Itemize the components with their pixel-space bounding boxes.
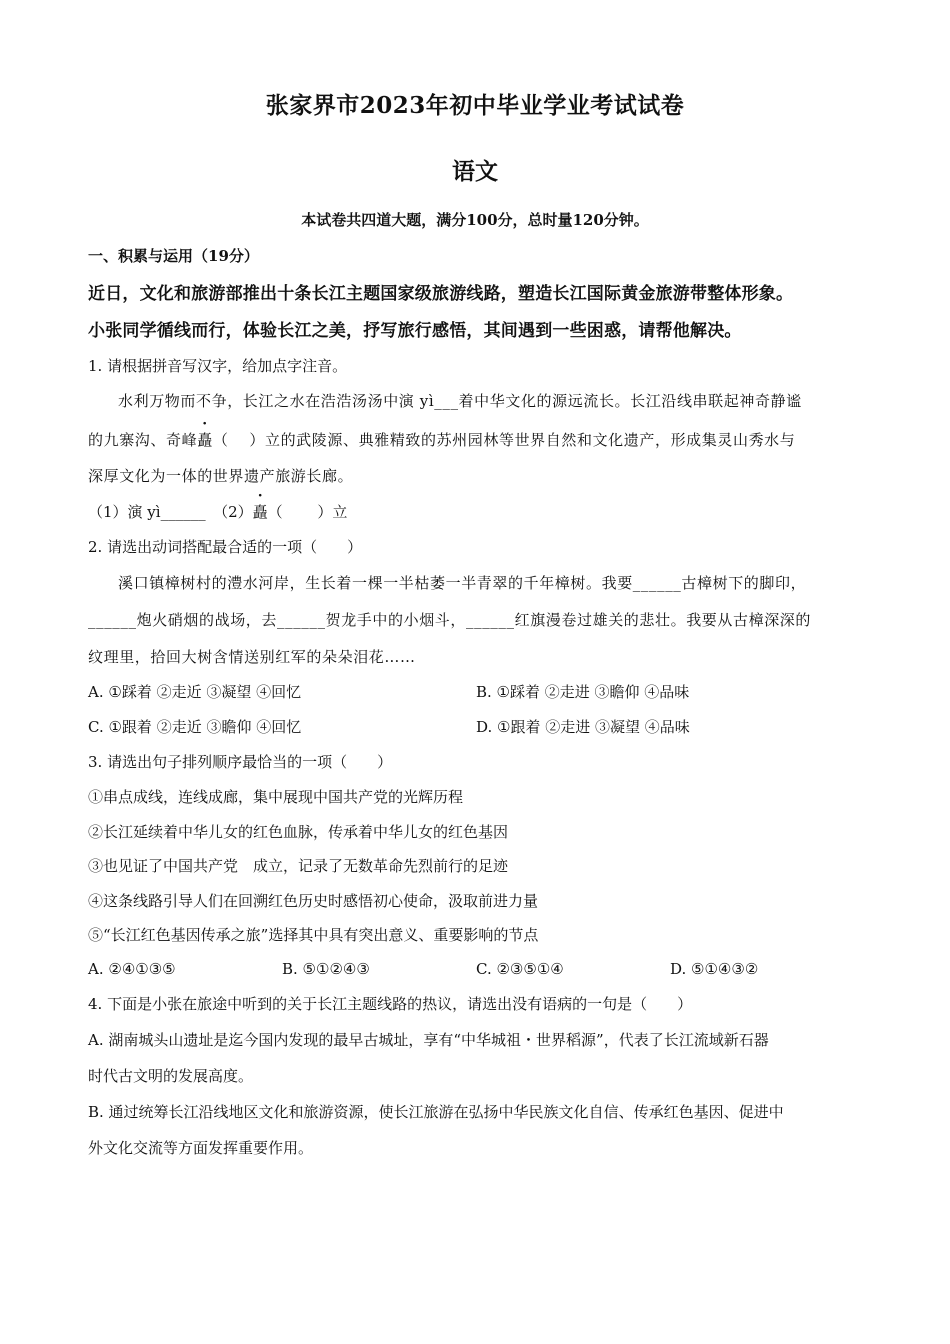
- q1-stem: 1. 请根据拼音写汉字，给加点字注音。: [88, 357, 348, 375]
- q3-item: ②长江延续着中华儿女的红色血脉，传承着中华儿女的红色基因: [88, 823, 509, 841]
- q2-option-c: C. ①跟着 ②走近 ③瞻仰 ④回忆: [88, 718, 302, 736]
- q4-option-b-line-1: B. 通过统筹长江沿线地区文化和旅游资源，使长江旅游在弘扬中华民族文化自信、传承红色基因、促进中: [88, 1103, 784, 1121]
- q2-stem: 2. 请选出动词搭配最合适的一项（ ）: [88, 538, 363, 556]
- q1-passage-line-1: 水利万物而不争，长江之水在浩浩汤汤中演 yì___着中华文化的源远流长。长江沿线串联起神奇静谧: [118, 392, 802, 410]
- q3-stem: 3. 请选出句子排列顺序最恰当的一项（ ）: [88, 753, 393, 771]
- q1-answer-text: （1）演 yì______ （2）: [88, 503, 253, 521]
- section-lead-line-1: 近日，文化和旅游部推出十条长江主题国家级旅游线路，塑造长江国际黄金旅游带整体形象。: [88, 284, 794, 304]
- q4-option-b-line-2: 外文化交流等方面发挥重要作用。: [88, 1139, 314, 1157]
- q2-option-d: D. ①跟着 ②走进 ③凝望 ④品味: [476, 718, 690, 736]
- q2-option-b: B. ①踩着 ②走进 ③瞻仰 ④品味: [476, 683, 690, 701]
- exam-title: 张家界市2023年初中毕业学业考试试卷: [265, 92, 685, 119]
- q1-answer-line: [88, 502, 347, 522]
- section-heading: 一、积累与运用（19分）: [88, 247, 259, 265]
- emphasis-dot-char: 矗: [197, 431, 213, 449]
- q4-stem: 4. 下面是小张在旅途中听到的关于长江主题线路的热议，请选出没有语病的一句是（ ）: [88, 995, 693, 1013]
- q2-passage-line-2: ______炮火硝烟的战场，去______贺龙手中的小烟斗，______红旗漫卷过雄关的悲壮。我要从古樟深深的: [88, 611, 812, 629]
- q3-option-a: A. ②④①③⑤: [88, 960, 176, 978]
- emphasis-dot-char: 矗: [252, 503, 268, 521]
- q3-option-b: B. ⑤①②④③: [282, 960, 370, 978]
- q1-answer-text: （ ）立: [267, 503, 348, 521]
- q3-option-d: D. ⑤①④③②: [670, 960, 759, 978]
- q1-passage-text: 的九寨沟、奇峰: [88, 431, 198, 449]
- q3-item: ④这条线路引导人们在回溯红色历史时感悟初心使命，汲取前进力量: [88, 892, 539, 910]
- q3-option-c: C. ②③⑤①④: [476, 960, 564, 978]
- subject-title: 语文: [452, 158, 498, 185]
- exam-intro: 本试卷共四道大题，满分100分，总时量120分钟。: [301, 211, 649, 229]
- q2-option-a: A. ①踩着 ②走近 ③凝望 ④回忆: [88, 683, 302, 701]
- q1-passage-line-3: 深厚文化为一体的世界遗产旅游长廊。: [88, 467, 354, 485]
- q2-passage-line-3: 纹理里，拾回大树含情送别红军的朵朵泪花……: [88, 648, 416, 666]
- section-lead-line-2: 小张同学循线而行，体验长江之美，抒写旅行感悟，其间遇到一些困惑，请帮他解决。: [88, 321, 742, 341]
- q2-passage-line-1: 溪口镇樟树村的澧水河岸，生长着一棵一半枯萎一半青翠的千年樟树。我要______古樟树下的脚印，: [118, 574, 807, 592]
- q4-option-a-line-1: A. 湖南城头山遗址是迄今国内发现的最早古城址，享有“中华城祖・世界稻源”，代表了长江流域新石器: [88, 1031, 769, 1049]
- q4-option-a-line-2: 时代古文明的发展高度。: [88, 1067, 254, 1085]
- q1-passage-line-2: [88, 430, 795, 450]
- q3-item: ①串点成线，连线成廊，集中展现中国共产党的光辉历程: [88, 788, 464, 806]
- q1-passage-text: （ ）立的武陵源、典雅精致的苏州园林等世界自然和文化遗产，形成集灵山秀水与: [212, 431, 796, 449]
- q3-item: ③也见证了中国共产党 成立，记录了无数革命先烈前行的足迹: [88, 857, 509, 875]
- q3-item: ⑤“长江红色基因传承之旅”选择其中具有突出意义、重要影响的节点: [88, 926, 539, 944]
